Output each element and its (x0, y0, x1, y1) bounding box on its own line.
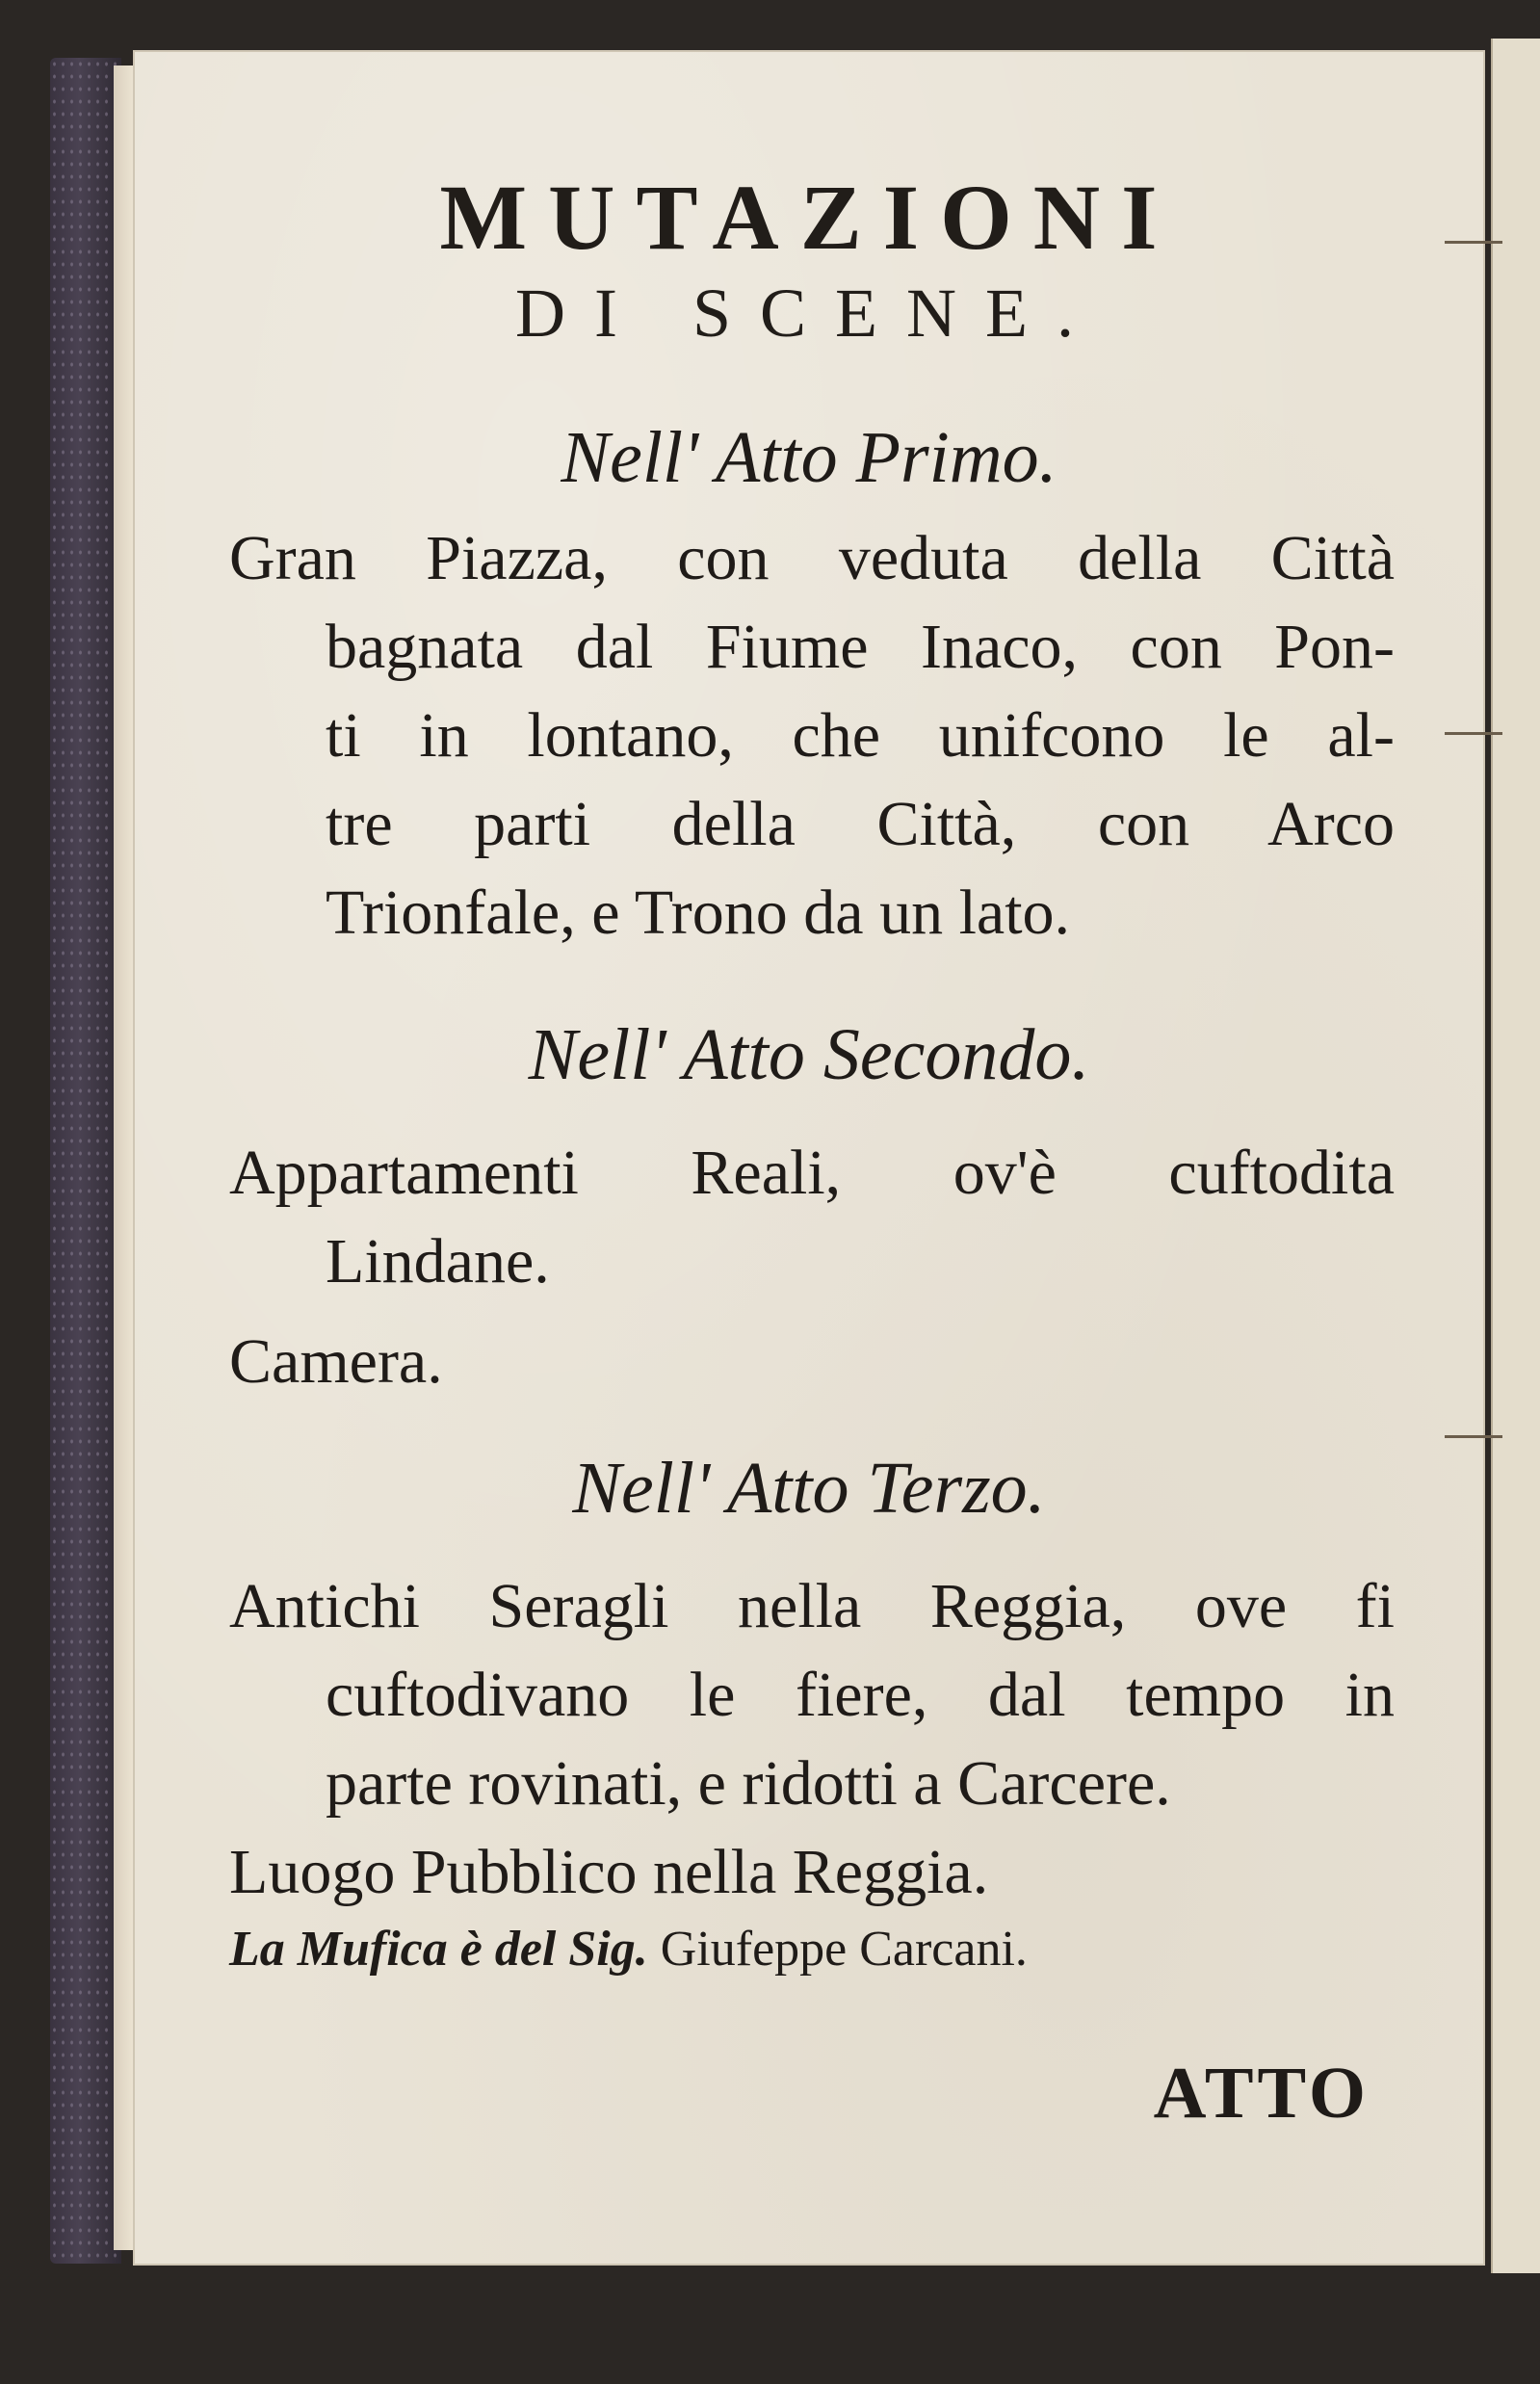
act1-heading: Nell' Atto Primo. (561, 417, 1057, 498)
book-page (133, 50, 1485, 2266)
binding-thread (1445, 241, 1502, 244)
act3-scene-1 (229, 1562, 1395, 1828)
catchword: ATTO (1153, 2053, 1370, 2134)
text-line: Gran Piazza, con veduta della Città (229, 523, 1395, 593)
page-title: MUTAZIONI (439, 166, 1179, 269)
act3-heading: Nell' Atto Terzo. (572, 1448, 1046, 1529)
text-line: Luogo Pubblico nella Reggia. (229, 1837, 989, 1907)
act2-scene-1 (229, 1129, 1395, 1306)
act2-scene-2 (229, 1318, 1395, 1406)
text-line: Antichi Seragli nella Reggia, ove fi (229, 1571, 1395, 1641)
text-line: Camera. (229, 1326, 443, 1397)
text-line: Appartamenti Reali, ov'è cuftodita (229, 1138, 1395, 1208)
composer-name: Giufeppe Carcani. (660, 1922, 1028, 1977)
text-line: Trionfale, e Trono da un lato. (326, 878, 1071, 948)
act1-scene (229, 514, 1395, 957)
music-credit (229, 1921, 1028, 1978)
book-binding (50, 58, 121, 2264)
facing-page-edge (1491, 39, 1540, 2273)
text-line: bagnata dal Fiume Inaco, con Pon- (326, 612, 1395, 682)
text-line: Lindane. (326, 1226, 550, 1297)
binding-thread (1445, 732, 1502, 735)
text-line: tre parti della Città, con Arco (326, 789, 1395, 859)
credit-label: La Mufica è del Sig. (229, 1922, 648, 1977)
text-line: ti in lontano, che unifcono le al- (326, 700, 1395, 771)
page-text (133, 50, 1485, 2266)
page-subtitle: DI SCENE. (515, 275, 1103, 352)
act3-scene-2 (229, 1828, 1395, 1917)
text-line: cuftodivano le fiere, dal tempo in (326, 1660, 1395, 1730)
binding-thread (1445, 1435, 1502, 1438)
text-line: parte rovinati, e ridotti a Carcere. (326, 1748, 1171, 1819)
act2-heading: Nell' Atto Secondo. (528, 1014, 1090, 1095)
